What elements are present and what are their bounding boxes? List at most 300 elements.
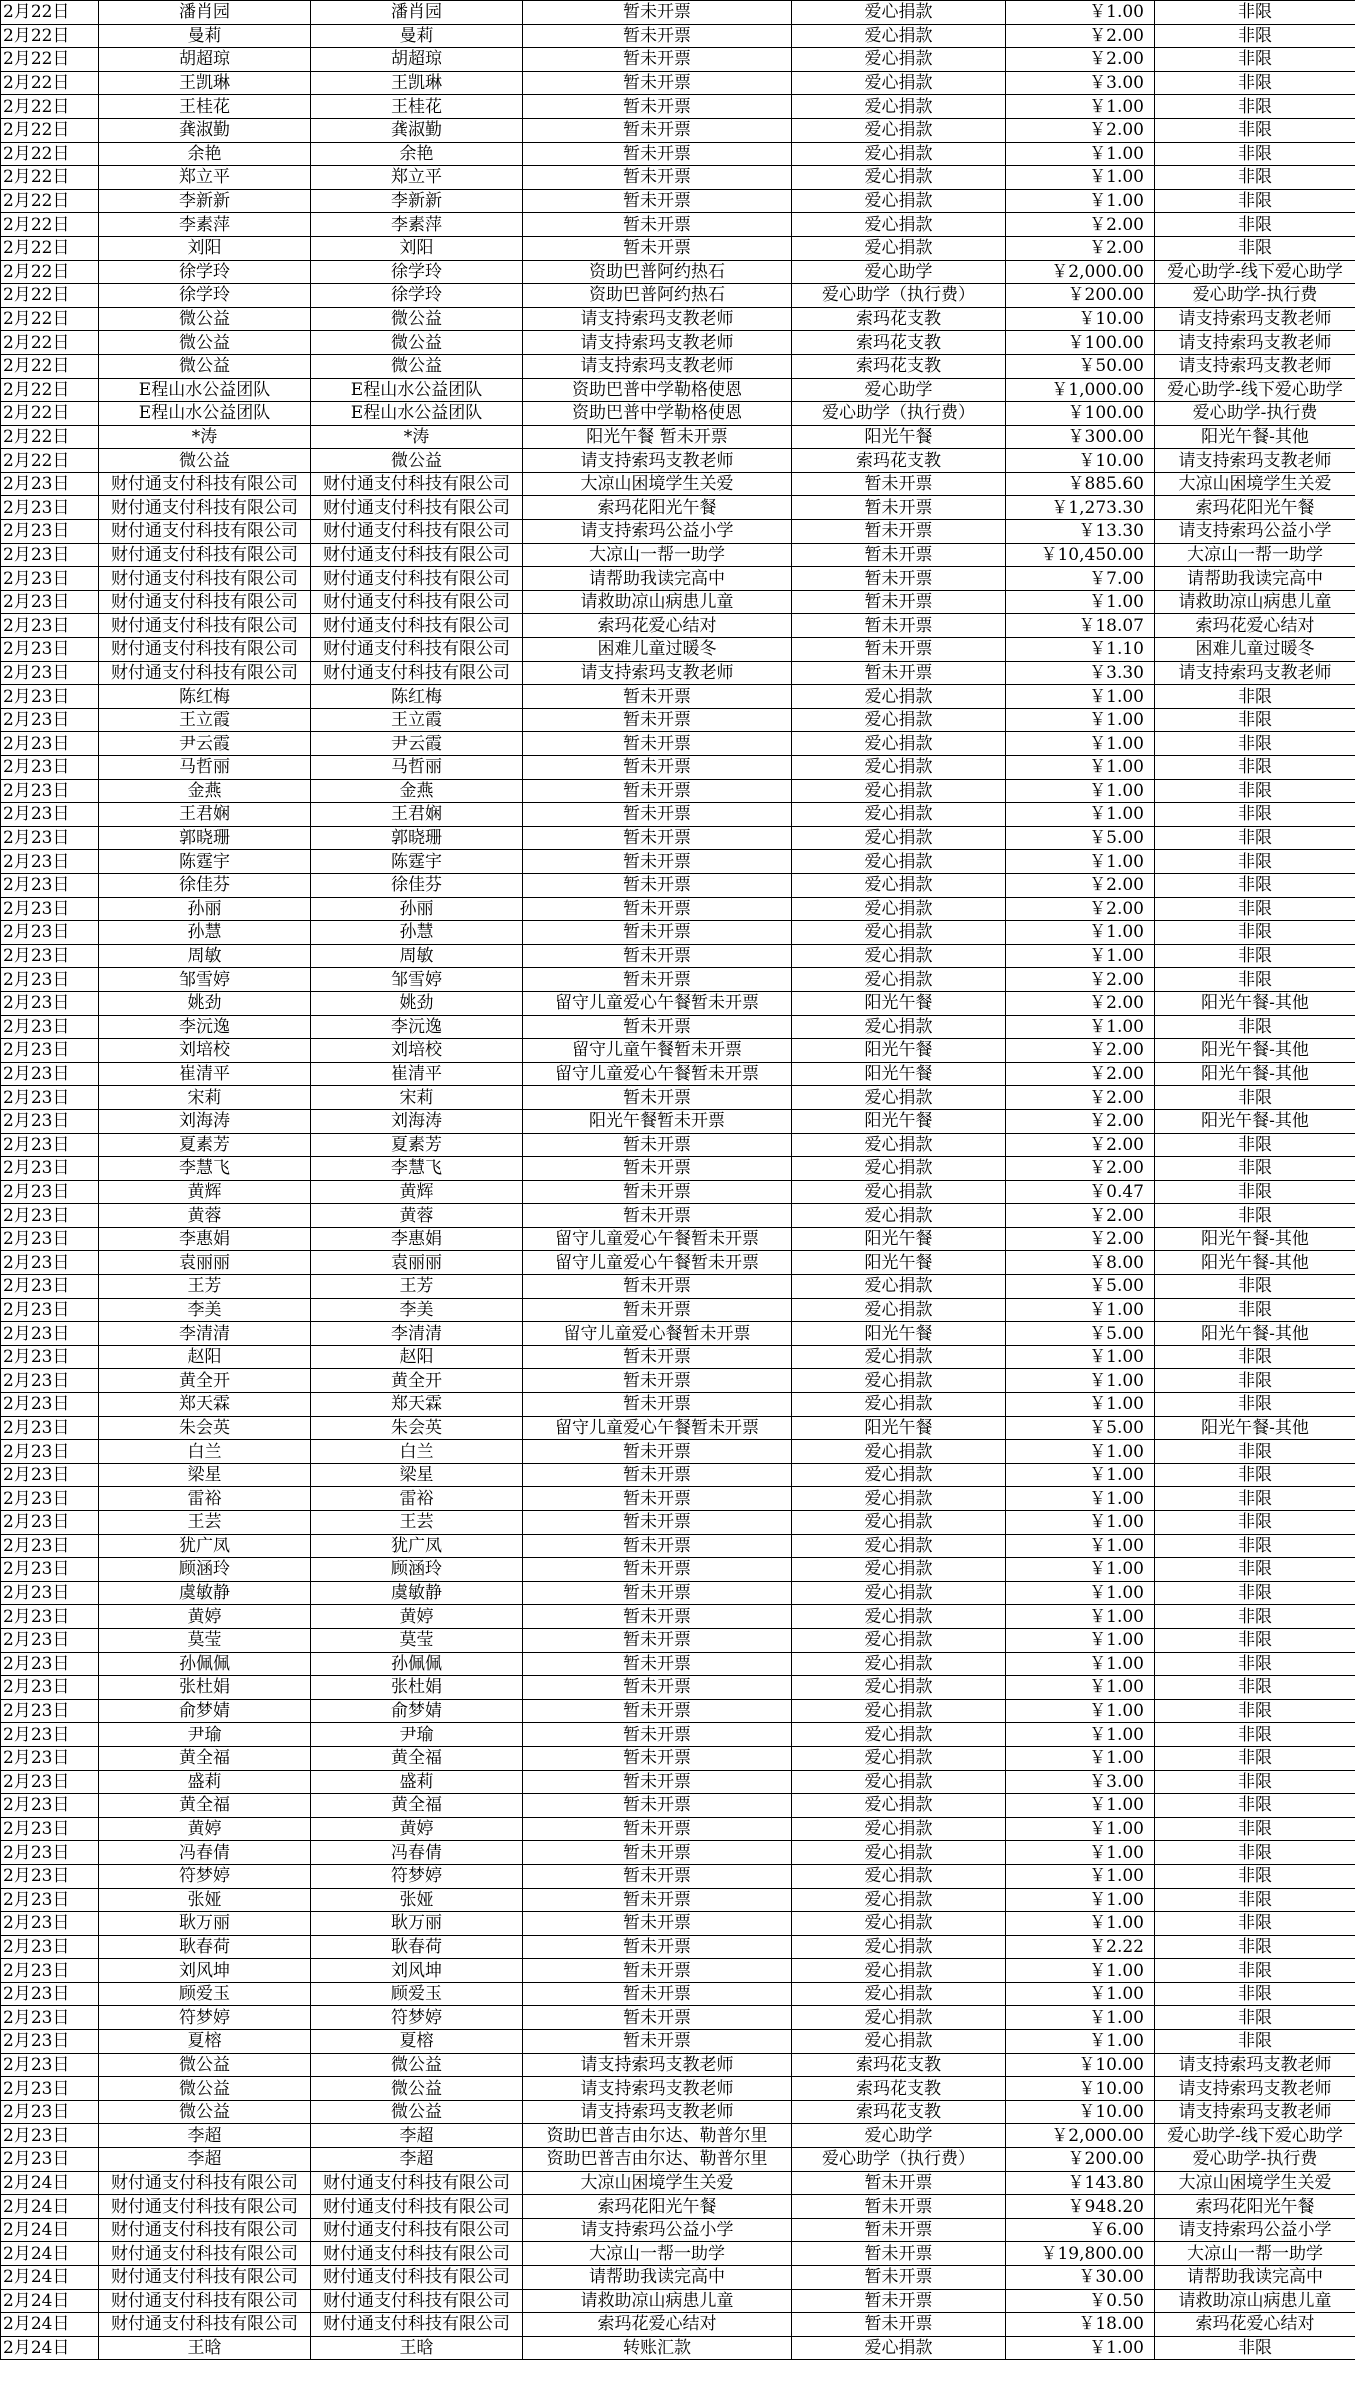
payer-cell: 黄全福 — [311, 1746, 523, 1770]
donor-cell: 夏素芳 — [99, 1133, 311, 1157]
date-cell: 2月24日 — [1, 2336, 99, 2360]
payer-cell: 金燕 — [311, 779, 523, 803]
table-row — [1, 307, 1355, 331]
payer-cell: 黄婷 — [311, 1817, 523, 1841]
project-cell: 暂未开票 — [523, 189, 792, 213]
date-cell: 2月22日 — [1, 354, 99, 378]
project-cell: 暂未开票 — [523, 1817, 792, 1841]
table-row — [1, 2124, 1355, 2148]
project-cell: 暂未开票 — [523, 1086, 792, 1110]
purpose-cell: 非限 — [1155, 2336, 1355, 2360]
amount-cell: ￥3.00 — [1006, 71, 1155, 95]
date-cell: 2月22日 — [1, 95, 99, 119]
date-cell: 2月23日 — [1, 638, 99, 662]
amount-cell: ￥1.00 — [1006, 1558, 1155, 1582]
table-row — [1, 1935, 1355, 1959]
payer-cell: 陈红梅 — [311, 685, 523, 709]
project-cell: 暂未开票 — [523, 1180, 792, 1204]
payer-cell: 符梦婷 — [311, 1864, 523, 1888]
purpose-cell: 非限 — [1155, 1393, 1355, 1417]
payer-cell: 雷裕 — [311, 1487, 523, 1511]
table-row — [1, 826, 1355, 850]
table-row — [1, 1746, 1355, 1770]
donor-cell: 雷裕 — [99, 1487, 311, 1511]
category-cell: 爱心捐款 — [792, 1841, 1006, 1865]
payer-cell: 陈霆宇 — [311, 850, 523, 874]
purpose-cell: 非限 — [1155, 1369, 1355, 1393]
purpose-cell: 阳光午餐-其他 — [1155, 991, 1355, 1015]
table-row — [1, 567, 1355, 591]
table-row — [1, 1416, 1355, 1440]
amount-cell: ￥2.00 — [1006, 1039, 1155, 1063]
amount-cell: ￥1.00 — [1006, 166, 1155, 190]
purpose-cell: 非限 — [1155, 189, 1355, 213]
donor-cell: 姚劲 — [99, 991, 311, 1015]
project-cell: 暂未开票 — [523, 1558, 792, 1582]
donor-cell: 财付通支付科技有限公司 — [99, 2313, 311, 2337]
purpose-cell: 困难儿童过暖冬 — [1155, 638, 1355, 662]
donor-cell: 郑立平 — [99, 166, 311, 190]
table-row — [1, 1581, 1355, 1605]
amount-cell: ￥200.00 — [1006, 2148, 1155, 2172]
table-row — [1, 189, 1355, 213]
date-cell: 2月23日 — [1, 2006, 99, 2030]
category-cell: 暂未开票 — [792, 614, 1006, 638]
amount-cell: ￥1.00 — [1006, 2030, 1155, 2054]
project-cell: 请救助凉山病患儿童 — [523, 590, 792, 614]
project-cell: 暂未开票 — [523, 1204, 792, 1228]
category-cell: 暂未开票 — [792, 590, 1006, 614]
purpose-cell: 非限 — [1155, 1912, 1355, 1936]
date-cell: 2月23日 — [1, 1794, 99, 1818]
table-row — [1, 685, 1355, 709]
project-cell: 请支持索玛支教老师 — [523, 2053, 792, 2077]
amount-cell: ￥30.00 — [1006, 2266, 1155, 2290]
purpose-cell: 索玛花阳光午餐 — [1155, 2195, 1355, 2219]
donor-cell: 微公益 — [99, 2053, 311, 2077]
category-cell: 爱心捐款 — [792, 1723, 1006, 1747]
project-cell: 暂未开票 — [523, 850, 792, 874]
project-cell: 暂未开票 — [523, 95, 792, 119]
donor-cell: 黄婷 — [99, 1817, 311, 1841]
amount-cell: ￥7.00 — [1006, 567, 1155, 591]
purpose-cell: 非限 — [1155, 1511, 1355, 1535]
date-cell: 2月23日 — [1, 1251, 99, 1275]
purpose-cell: 请支持索玛支教老师 — [1155, 331, 1355, 355]
payer-cell: 王芳 — [311, 1275, 523, 1299]
project-cell: 暂未开票 — [523, 1794, 792, 1818]
table-row — [1, 1605, 1355, 1629]
amount-cell: ￥2.00 — [1006, 1227, 1155, 1251]
payer-cell: 王晗 — [311, 2336, 523, 2360]
category-cell: 爱心捐款 — [792, 1699, 1006, 1723]
table-row — [1, 590, 1355, 614]
category-cell: 暂未开票 — [792, 2266, 1006, 2290]
payer-cell: 王君娴 — [311, 803, 523, 827]
table-row — [1, 2289, 1355, 2313]
amount-cell: ￥2.00 — [1006, 873, 1155, 897]
purpose-cell: 非限 — [1155, 1180, 1355, 1204]
purpose-cell: 阳光午餐-其他 — [1155, 1322, 1355, 1346]
payer-cell: 莫莹 — [311, 1628, 523, 1652]
donor-cell: 财付通支付科技有限公司 — [99, 2242, 311, 2266]
payer-cell: 符梦婷 — [311, 2006, 523, 2030]
payer-cell: 李超 — [311, 2148, 523, 2172]
donor-cell: 王立霞 — [99, 708, 311, 732]
amount-cell: ￥18.00 — [1006, 2313, 1155, 2337]
category-cell: 爱心捐款 — [792, 1086, 1006, 1110]
donor-cell: 莫莹 — [99, 1628, 311, 1652]
project-cell: 请支持索玛公益小学 — [523, 2218, 792, 2242]
category-cell: 爱心捐款 — [792, 1180, 1006, 1204]
category-cell: 爱心捐款 — [792, 1204, 1006, 1228]
table-row — [1, 1086, 1355, 1110]
purpose-cell: 请支持索玛支教老师 — [1155, 661, 1355, 685]
amount-cell: ￥2.00 — [1006, 48, 1155, 72]
amount-cell: ￥143.80 — [1006, 2171, 1155, 2195]
category-cell: 爱心捐款 — [792, 1794, 1006, 1818]
purpose-cell: 非限 — [1155, 944, 1355, 968]
project-cell: 暂未开票 — [523, 732, 792, 756]
date-cell: 2月24日 — [1, 2266, 99, 2290]
project-cell: 暂未开票 — [523, 166, 792, 190]
amount-cell: ￥1.00 — [1006, 95, 1155, 119]
date-cell: 2月24日 — [1, 2171, 99, 2195]
date-cell: 2月23日 — [1, 2148, 99, 2172]
date-cell: 2月23日 — [1, 1935, 99, 1959]
date-cell: 2月23日 — [1, 2030, 99, 2054]
project-cell: 留守儿童爱心午餐暂未开票 — [523, 1062, 792, 1086]
payer-cell: 顾爱玉 — [311, 1982, 523, 2006]
donor-cell: 李超 — [99, 2148, 311, 2172]
project-cell: 暂未开票 — [523, 1440, 792, 1464]
donor-cell: 梁星 — [99, 1463, 311, 1487]
project-cell: 索玛花阳光午餐 — [523, 2195, 792, 2219]
date-cell: 2月23日 — [1, 614, 99, 638]
payer-cell: *涛 — [311, 425, 523, 449]
project-cell: 资助巴普吉由尔达、勒普尔里 — [523, 2148, 792, 2172]
table-row — [1, 921, 1355, 945]
date-cell: 2月23日 — [1, 1109, 99, 1133]
donor-cell: E程山水公益团队 — [99, 402, 311, 426]
donor-cell: 龚淑勤 — [99, 118, 311, 142]
project-cell: 暂未开票 — [523, 779, 792, 803]
table-row — [1, 638, 1355, 662]
project-cell: 留守儿童爱心午餐暂未开票 — [523, 1251, 792, 1275]
category-cell: 暂未开票 — [792, 567, 1006, 591]
payer-cell: 微公益 — [311, 449, 523, 473]
purpose-cell: 非限 — [1155, 1534, 1355, 1558]
payer-cell: 俞梦婧 — [311, 1699, 523, 1723]
date-cell: 2月23日 — [1, 2124, 99, 2148]
purpose-cell: 非限 — [1155, 1676, 1355, 1700]
date-cell: 2月22日 — [1, 402, 99, 426]
donor-cell: 财付通支付科技有限公司 — [99, 567, 311, 591]
donor-cell: 徐学玲 — [99, 260, 311, 284]
purpose-cell: 非限 — [1155, 142, 1355, 166]
date-cell: 2月23日 — [1, 1227, 99, 1251]
category-cell: 索玛花支教 — [792, 354, 1006, 378]
purpose-cell: 阳光午餐-其他 — [1155, 1062, 1355, 1086]
category-cell: 爱心捐款 — [792, 1746, 1006, 1770]
payer-cell: 李惠娟 — [311, 1227, 523, 1251]
category-cell: 爱心捐款 — [792, 189, 1006, 213]
table-row — [1, 1982, 1355, 2006]
payer-cell: 龚淑勤 — [311, 118, 523, 142]
donor-cell: 夏榕 — [99, 2030, 311, 2054]
purpose-cell: 非限 — [1155, 1841, 1355, 1865]
payer-cell: 郑立平 — [311, 166, 523, 190]
amount-cell: ￥2.00 — [1006, 213, 1155, 237]
category-cell: 爱心捐款 — [792, 95, 1006, 119]
table-row — [1, 1251, 1355, 1275]
table-row — [1, 850, 1355, 874]
payer-cell: 曼莉 — [311, 24, 523, 48]
payer-cell: 微公益 — [311, 2053, 523, 2077]
category-cell: 暂未开票 — [792, 520, 1006, 544]
donor-cell: 袁丽丽 — [99, 1251, 311, 1275]
donor-cell: 刘风坤 — [99, 1959, 311, 1983]
table-row — [1, 968, 1355, 992]
purpose-cell: 非限 — [1155, 2006, 1355, 2030]
purpose-cell: 非限 — [1155, 1015, 1355, 1039]
category-cell: 爱心捐款 — [792, 213, 1006, 237]
table-row — [1, 1369, 1355, 1393]
project-cell: 暂未开票 — [523, 826, 792, 850]
project-cell: 暂未开票 — [523, 968, 792, 992]
category-cell: 爱心捐款 — [792, 166, 1006, 190]
project-cell: 暂未开票 — [523, 1982, 792, 2006]
purpose-cell: 非限 — [1155, 1463, 1355, 1487]
project-cell: 索玛花爱心结对 — [523, 614, 792, 638]
amount-cell: ￥1.00 — [1006, 1369, 1155, 1393]
table-row — [1, 2336, 1355, 2360]
category-cell: 爱心捐款 — [792, 118, 1006, 142]
date-cell: 2月23日 — [1, 1841, 99, 1865]
donor-cell: 微公益 — [99, 331, 311, 355]
payer-cell: 财付通支付科技有限公司 — [311, 590, 523, 614]
category-cell: 爱心捐款 — [792, 1770, 1006, 1794]
purpose-cell: 请帮助我读完高中 — [1155, 567, 1355, 591]
table-row — [1, 543, 1355, 567]
purpose-cell: 非限 — [1155, 1157, 1355, 1181]
purpose-cell: 请支持索玛支教老师 — [1155, 2077, 1355, 2101]
payer-cell: 虞敏静 — [311, 1581, 523, 1605]
donor-cell: 白兰 — [99, 1440, 311, 1464]
project-cell: 请支持索玛公益小学 — [523, 520, 792, 544]
donor-cell: 财付通支付科技有限公司 — [99, 2266, 311, 2290]
project-cell: 暂未开票 — [523, 1369, 792, 1393]
table-row — [1, 2006, 1355, 2030]
amount-cell: ￥1,000.00 — [1006, 378, 1155, 402]
payer-cell: 财付通支付科技有限公司 — [311, 472, 523, 496]
project-cell: 留守儿童爱心午餐暂未开票 — [523, 1227, 792, 1251]
purpose-cell: 大凉山困境学生关爱 — [1155, 472, 1355, 496]
table-row — [1, 1534, 1355, 1558]
donor-cell: 冯春倩 — [99, 1841, 311, 1865]
table-row — [1, 732, 1355, 756]
donor-cell: 刘阳 — [99, 236, 311, 260]
project-cell: 请帮助我读完高中 — [523, 2266, 792, 2290]
date-cell: 2月22日 — [1, 378, 99, 402]
donor-cell: 孙佩佩 — [99, 1652, 311, 1676]
amount-cell: ￥1.00 — [1006, 1959, 1155, 1983]
project-cell: 暂未开票 — [523, 1770, 792, 1794]
table-row — [1, 1015, 1355, 1039]
category-cell: 阳光午餐 — [792, 1322, 1006, 1346]
date-cell: 2月23日 — [1, 991, 99, 1015]
payer-cell: 王立霞 — [311, 708, 523, 732]
purpose-cell: 爱心助学-线下爱心助学 — [1155, 378, 1355, 402]
purpose-cell: 非限 — [1155, 1982, 1355, 2006]
table-row — [1, 236, 1355, 260]
table-row — [1, 118, 1355, 142]
payer-cell: 财付通支付科技有限公司 — [311, 2242, 523, 2266]
date-cell: 2月23日 — [1, 1487, 99, 1511]
table-row — [1, 449, 1355, 473]
project-cell: 暂未开票 — [523, 1133, 792, 1157]
amount-cell: ￥1.00 — [1006, 1841, 1155, 1865]
project-cell: 留守儿童爱心餐暂未开票 — [523, 1322, 792, 1346]
project-cell: 暂未开票 — [523, 897, 792, 921]
date-cell: 2月23日 — [1, 826, 99, 850]
category-cell: 爱心捐款 — [792, 1959, 1006, 1983]
project-cell: 暂未开票 — [523, 1298, 792, 1322]
category-cell: 爱心捐款 — [792, 2030, 1006, 2054]
date-cell: 2月23日 — [1, 1298, 99, 1322]
payer-cell: 李新新 — [311, 189, 523, 213]
amount-cell: ￥5.00 — [1006, 1322, 1155, 1346]
payer-cell: 尹云霞 — [311, 732, 523, 756]
payer-cell: 黄婷 — [311, 1605, 523, 1629]
donor-cell: 犹广凤 — [99, 1534, 311, 1558]
category-cell: 暂未开票 — [792, 2242, 1006, 2266]
donor-cell: 王君娴 — [99, 803, 311, 827]
table-row — [1, 661, 1355, 685]
amount-cell: ￥100.00 — [1006, 402, 1155, 426]
donor-cell: 李超 — [99, 2124, 311, 2148]
date-cell: 2月23日 — [1, 1676, 99, 1700]
date-cell: 2月23日 — [1, 1369, 99, 1393]
category-cell: 索玛花支教 — [792, 2053, 1006, 2077]
project-cell: 暂未开票 — [523, 1888, 792, 1912]
category-cell: 爱心捐款 — [792, 1487, 1006, 1511]
date-cell: 2月23日 — [1, 2100, 99, 2124]
purpose-cell: 阳光午餐-其他 — [1155, 1416, 1355, 1440]
category-cell: 爱心捐款 — [792, 968, 1006, 992]
amount-cell: ￥1.00 — [1006, 142, 1155, 166]
project-cell: 暂未开票 — [523, 803, 792, 827]
project-cell: 暂未开票 — [523, 2006, 792, 2030]
donor-cell: 马哲丽 — [99, 756, 311, 780]
amount-cell: ￥1.00 — [1006, 1440, 1155, 1464]
amount-cell: ￥2.00 — [1006, 24, 1155, 48]
payer-cell: 马哲丽 — [311, 756, 523, 780]
donor-cell: 微公益 — [99, 2100, 311, 2124]
category-cell: 阳光午餐 — [792, 425, 1006, 449]
donor-cell: 财付通支付科技有限公司 — [99, 2171, 311, 2195]
project-cell: 暂未开票 — [523, 1, 792, 25]
payer-cell: 梁星 — [311, 1463, 523, 1487]
table-row — [1, 166, 1355, 190]
amount-cell: ￥1.00 — [1006, 1015, 1155, 1039]
donor-cell: 财付通支付科技有限公司 — [99, 496, 311, 520]
purpose-cell: 非限 — [1155, 921, 1355, 945]
date-cell: 2月23日 — [1, 1959, 99, 1983]
donor-cell: 孙慧 — [99, 921, 311, 945]
donor-cell: 俞梦婧 — [99, 1699, 311, 1723]
payer-cell: 李超 — [311, 2124, 523, 2148]
category-cell: 爱心捐款 — [792, 1982, 1006, 2006]
payer-cell: 李慧飞 — [311, 1157, 523, 1181]
category-cell: 爱心捐款 — [792, 1015, 1006, 1039]
category-cell: 爱心捐款 — [792, 873, 1006, 897]
payer-cell: 财付通支付科技有限公司 — [311, 2266, 523, 2290]
payer-cell: 胡超琼 — [311, 48, 523, 72]
date-cell: 2月23日 — [1, 543, 99, 567]
project-cell: 暂未开票 — [523, 1912, 792, 1936]
category-cell: 爱心捐款 — [792, 897, 1006, 921]
purpose-cell: 爱心助学-线下爱心助学 — [1155, 2124, 1355, 2148]
donor-cell: 耿万丽 — [99, 1912, 311, 1936]
category-cell: 爱心捐款 — [792, 1511, 1006, 1535]
purpose-cell: 非限 — [1155, 803, 1355, 827]
amount-cell: ￥1.00 — [1006, 756, 1155, 780]
purpose-cell: 阳光午餐-其他 — [1155, 1251, 1355, 1275]
category-cell: 爱心助学 — [792, 2124, 1006, 2148]
amount-cell: ￥1.00 — [1006, 1652, 1155, 1676]
donor-cell: 财付通支付科技有限公司 — [99, 590, 311, 614]
project-cell: 请支持索玛支教老师 — [523, 354, 792, 378]
purpose-cell: 爱心助学-线下爱心助学 — [1155, 260, 1355, 284]
payer-cell: 耿万丽 — [311, 1912, 523, 1936]
purpose-cell: 阳光午餐-其他 — [1155, 1227, 1355, 1251]
purpose-cell: 非限 — [1155, 1888, 1355, 1912]
date-cell: 2月23日 — [1, 1888, 99, 1912]
payer-cell: 郭晓珊 — [311, 826, 523, 850]
donor-cell: 黄蓉 — [99, 1204, 311, 1228]
donor-cell: 符梦婷 — [99, 2006, 311, 2030]
date-cell: 2月22日 — [1, 142, 99, 166]
table-row — [1, 2171, 1355, 2195]
donor-cell: 王晗 — [99, 2336, 311, 2360]
category-cell: 索玛花支教 — [792, 331, 1006, 355]
category-cell: 爱心捐款 — [792, 1912, 1006, 1936]
amount-cell: ￥1.00 — [1006, 1298, 1155, 1322]
payer-cell: 财付通支付科技有限公司 — [311, 567, 523, 591]
payer-cell: 王凯琳 — [311, 71, 523, 95]
purpose-cell: 索玛花阳光午餐 — [1155, 496, 1355, 520]
category-cell: 爱心捐款 — [792, 1652, 1006, 1676]
purpose-cell: 非限 — [1155, 1487, 1355, 1511]
date-cell: 2月23日 — [1, 2077, 99, 2101]
donor-cell: 顾爱玉 — [99, 1982, 311, 2006]
project-cell: 暂未开票 — [523, 1841, 792, 1865]
donor-cell: 财付通支付科技有限公司 — [99, 2289, 311, 2313]
amount-cell: ￥2.00 — [1006, 1157, 1155, 1181]
table-row — [1, 71, 1355, 95]
purpose-cell: 请支持索玛公益小学 — [1155, 2218, 1355, 2242]
donor-cell: 黄辉 — [99, 1180, 311, 1204]
category-cell: 爱心捐款 — [792, 1275, 1006, 1299]
table-row — [1, 1322, 1355, 1346]
category-cell: 爱心捐款 — [792, 2336, 1006, 2360]
project-cell: 大凉山困境学生关爱 — [523, 472, 792, 496]
date-cell: 2月23日 — [1, 661, 99, 685]
amount-cell: ￥1.00 — [1006, 1345, 1155, 1369]
table-row — [1, 496, 1355, 520]
amount-cell: ￥1.00 — [1006, 2006, 1155, 2030]
